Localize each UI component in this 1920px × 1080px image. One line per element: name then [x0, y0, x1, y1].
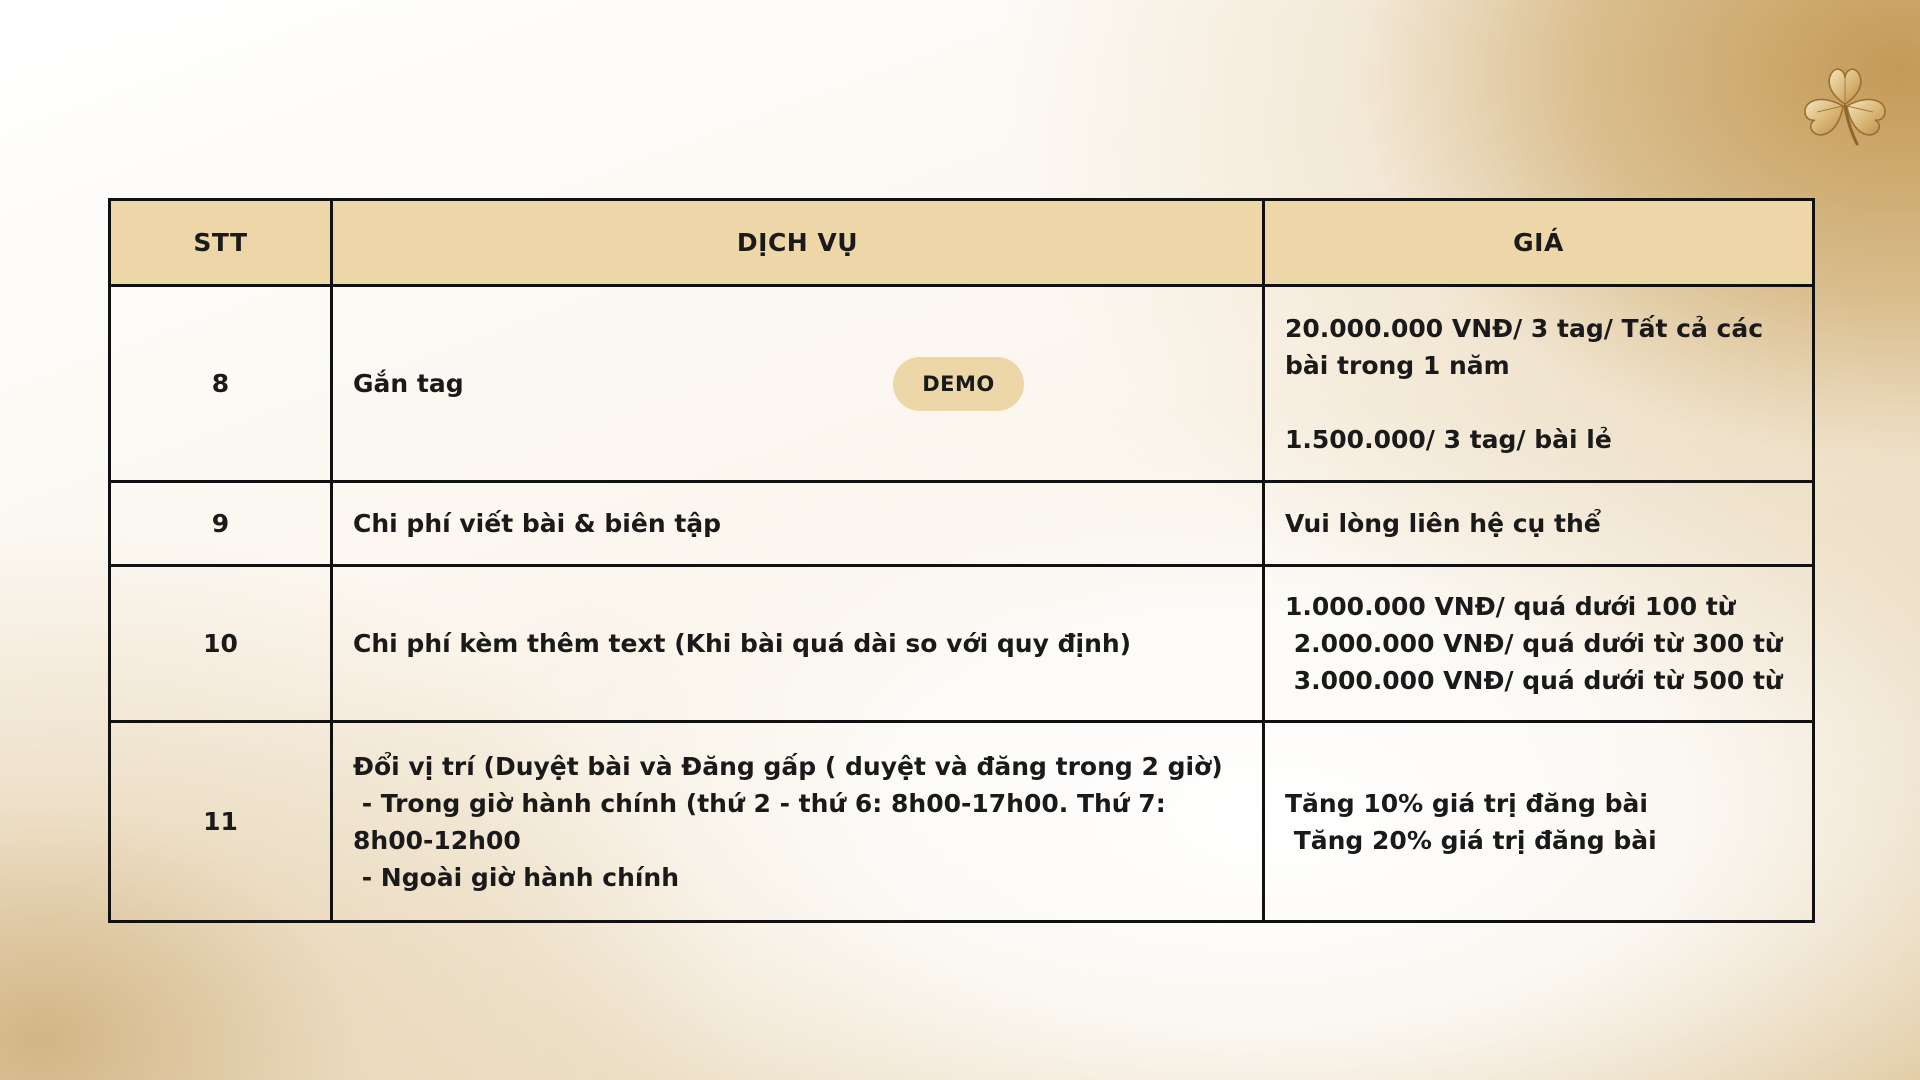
- price-line: 1.000.000 VNĐ/ quá dưới 100 từ: [1285, 592, 1736, 621]
- price-cell: [1264, 566, 1814, 722]
- header-price: GIÁ: [1264, 200, 1814, 286]
- header-service: DỊCH VỤ: [332, 200, 1264, 286]
- price-cell: [1264, 722, 1814, 922]
- service-cell: [332, 722, 1264, 922]
- price-line: Tăng 10% giá trị đăng bài: [1285, 788, 1648, 818]
- price-line: 2.000.000 VNĐ/ quá dưới từ 300 từ: [1285, 629, 1783, 658]
- row-number: 11: [110, 722, 332, 922]
- service-name: Chi phí kèm thêm text (Khi bài quá dài so với quy định): [353, 629, 1132, 658]
- price-cell: [1264, 286, 1814, 482]
- service-line: Đổi vị trí (Duyệt bài và Đăng gấp ( duyệt và đăng trong 2 giờ): [353, 751, 1223, 781]
- demo-button[interactable]: DEMO: [893, 357, 1024, 411]
- table-header-row: [110, 200, 1814, 286]
- table-row: [110, 286, 1814, 482]
- row-number: 8: [110, 286, 332, 482]
- service-line: - Ngoài giờ hành chính: [353, 862, 680, 892]
- service-line: - Trong giờ hành chính (thứ 2 - thứ 6: 8h00-17h00. Thứ 7: 8h00-12h00: [353, 788, 1175, 855]
- price-line: 3.000.000 VNĐ/ quá dưới từ 500 từ: [1285, 666, 1783, 695]
- price-line: 1.500.000/ 3 tag/ bài lẻ: [1285, 424, 1612, 454]
- table-row: [110, 566, 1814, 722]
- price-line: Vui lòng liên hệ cụ thể: [1285, 509, 1601, 538]
- row-number: 9: [110, 482, 332, 566]
- table-row: [110, 482, 1814, 566]
- service-name: Gắn tag: [353, 369, 464, 398]
- header-stt: STT: [110, 200, 332, 286]
- service-cell: [332, 286, 1264, 482]
- service-name: Chi phí viết bài & biên tập: [353, 509, 722, 538]
- table-row: [110, 722, 1814, 922]
- price-line: Tăng 20% giá trị đăng bài: [1285, 825, 1657, 855]
- price-cell: [1264, 482, 1814, 566]
- row-number: 10: [110, 566, 332, 722]
- price-table: [108, 198, 1815, 923]
- service-cell: [332, 482, 1264, 566]
- clover-icon: [1795, 62, 1895, 152]
- service-cell: [332, 566, 1264, 722]
- price-line: 20.000.000 VNĐ/ 3 tag/ Tất cả các bài trong 1 năm: [1285, 313, 1772, 380]
